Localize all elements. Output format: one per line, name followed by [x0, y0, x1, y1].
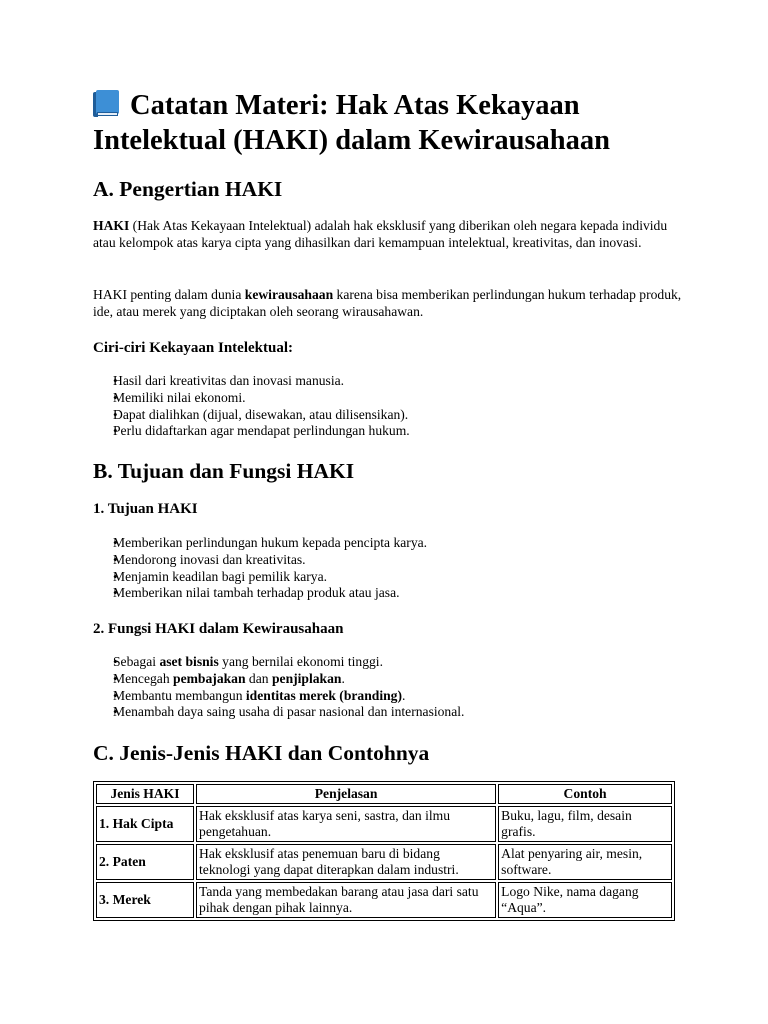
- section-c-heading: C. Jenis-Jenis HAKI dan Contohnya: [93, 741, 430, 765]
- table-header: Penjelasan: [196, 784, 496, 804]
- item-text: Sebagai: [113, 654, 160, 669]
- item-text: Membantu membangun: [113, 687, 246, 703]
- table-cell: Hak eksklusif atas karya seni, sastra, dan ilmu pengetahuan.: [196, 806, 496, 842]
- item-text: Menambah daya saing usaha di pasar nasional dan internasional.: [113, 704, 465, 720]
- list-item: [93, 688, 464, 705]
- importance-text-start: HAKI penting dalam dunia: [93, 287, 245, 302]
- ciri-heading: Ciri-ciri Kekayaan Intelektual:: [93, 340, 293, 356]
- haki-definition-paragraph: [93, 218, 683, 251]
- book-icon: [93, 90, 119, 117]
- list-item: • Memiliki nilai ekonomi.: [93, 390, 410, 407]
- item-text: Mencegah: [113, 670, 174, 686]
- list-item: • Dapat dialihkan (dijual, disewakan, atau dilisensikan).: [93, 407, 410, 424]
- list-item: • Perlu didaftarkan agar mendapat perlindungan hukum.: [93, 423, 410, 440]
- table-cell: Logo Nike, nama dagang “Aqua”.: [498, 882, 672, 918]
- item-text: .: [402, 687, 406, 703]
- item-text: .: [341, 670, 345, 686]
- tujuan-heading: 1. Tujuan HAKI: [93, 501, 198, 517]
- list-item: • Menjamin keadilan bagi pemilik karya.: [93, 569, 427, 586]
- list-item: [93, 704, 464, 721]
- list-item: [93, 654, 464, 671]
- haki-term: HAKI: [93, 218, 130, 233]
- haki-definition-text: (Hak Atas Kekayaan Intelektual) adalah hak eksklusif yang diberikan oleh negara kepada individu atau kelompok atas karya cipta yang dihasilkan dari kemampuan intelektual, kreativitas, dan inovasi.: [93, 218, 668, 250]
- table-row: [96, 844, 672, 880]
- page-title-text: Catatan Materi: Hak Atas Kekayaan Intelektual (HAKI) dalam Kewirausahaan: [93, 90, 610, 156]
- table-cell: 1. Hak Cipta: [96, 806, 194, 842]
- table-header-row: [96, 784, 672, 804]
- item-text: dan: [245, 670, 272, 686]
- fungsi-list: [93, 654, 464, 721]
- importance-text-end: karena bisa memberikan perlindungan hukum terhadap produk, ide, atau merek yang diciptakan oleh seorang wirausahawan.: [93, 287, 682, 319]
- page-title: [93, 88, 693, 158]
- table-cell: 3. Merek: [96, 882, 194, 918]
- table-header: Jenis HAKI: [96, 784, 194, 804]
- list-item: • Mendorong inovasi dan kreativitas.: [93, 552, 427, 569]
- table-cell: Buku, lagu, film, desain grafis.: [498, 806, 672, 842]
- item-bold-text: penjiplakan: [271, 670, 342, 686]
- list-item: [93, 671, 464, 688]
- table-header: Contoh: [498, 784, 672, 804]
- haki-importance-paragraph: [93, 287, 683, 320]
- list-item: • Memberikan nilai tambah terhadap produk atau jasa.: [93, 585, 427, 602]
- item-bold-text: aset bisnis: [159, 654, 219, 669]
- table-cell: Tanda yang membedakan barang atau jasa dari satu pihak dengan pihak lainnya.: [196, 882, 496, 918]
- table-row: [96, 882, 672, 918]
- haki-types-table: [93, 781, 675, 921]
- item-bold-text: pembajakan: [173, 670, 246, 686]
- tujuan-list: [93, 535, 427, 602]
- list-item: • Memberikan perlindungan hukum kepada pencipta karya.: [93, 535, 427, 552]
- table-cell: 2. Paten: [96, 844, 194, 880]
- ciri-list: [93, 373, 410, 440]
- table-row: [96, 806, 672, 842]
- section-b-heading: B. Tujuan dan Fungsi HAKI: [93, 459, 355, 483]
- table-cell: Hak eksklusif atas penemuan baru di bidang teknologi yang dapat diterapkan dalam industri.: [196, 844, 496, 880]
- item-text: yang bernilai ekonomi tinggi.: [218, 654, 383, 669]
- item-bold-text: identitas merek (branding): [245, 687, 402, 703]
- table-cell: Alat penyaring air, mesin, software.: [498, 844, 672, 880]
- list-item: • Hasil dari kreativitas dan inovasi manusia.: [93, 373, 410, 390]
- kewirausahaan-term: kewirausahaan: [244, 287, 334, 302]
- fungsi-heading: 2. Fungsi HAKI dalam Kewirausahaan: [93, 621, 344, 637]
- section-a-heading: A. Pengertian HAKI: [93, 177, 283, 201]
